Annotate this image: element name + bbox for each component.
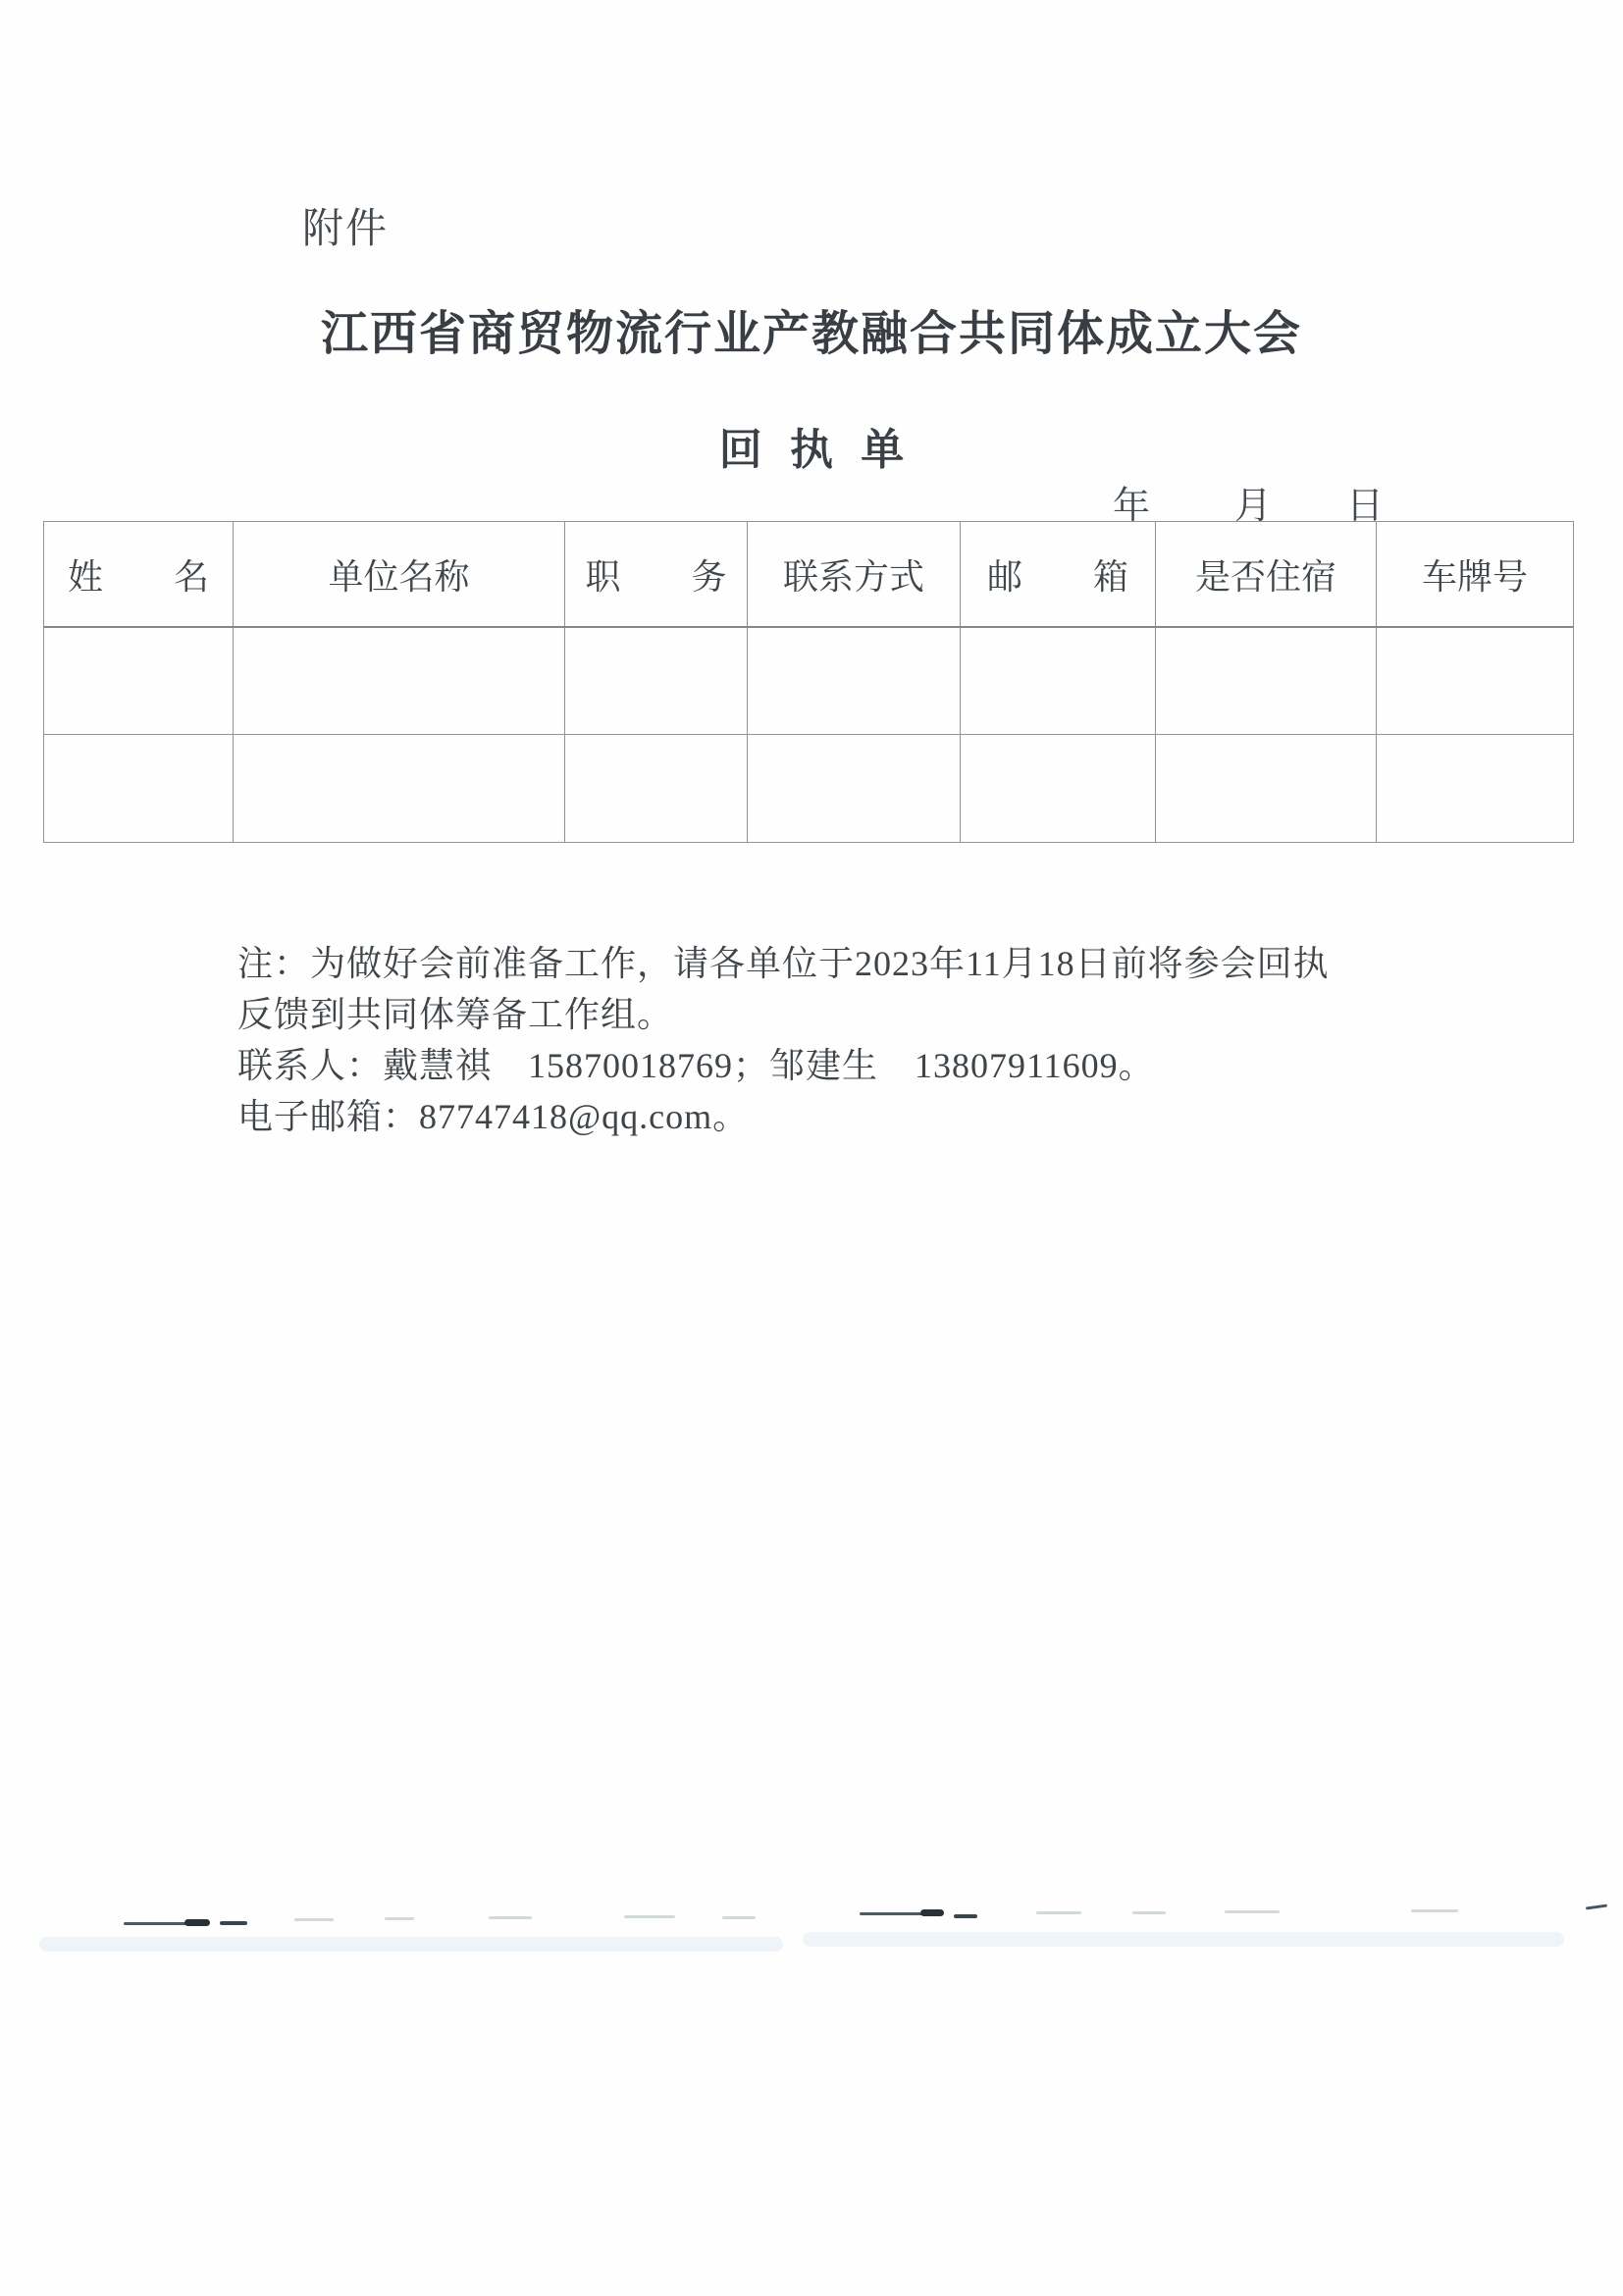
note-line-1: 注：为做好会前准备工作，请各单位于2023年11月18日前将参会回执: [237, 944, 1330, 983]
document-subtitle: 回 执 单: [718, 426, 905, 474]
scan-dash-artifact: [489, 1916, 532, 1919]
note-line-3: 联系人：戴慧祺 15870018769；邹建生 13807911609。: [237, 1046, 1155, 1085]
scan-dash-artifact: [1411, 1909, 1458, 1912]
table-cell: [44, 627, 234, 735]
header-name: 姓 名: [44, 522, 234, 628]
table-cell: [748, 627, 961, 735]
header-contact: 联系方式: [748, 522, 961, 628]
header-lodging: 是否住宿: [1156, 522, 1377, 628]
scan-dash-artifact: [920, 1909, 944, 1916]
scan-dash-artifact: [1132, 1911, 1166, 1914]
scan-dash-artifact: [184, 1919, 210, 1926]
note-line-4: 电子邮箱：87747418@qq.com。: [237, 1097, 750, 1136]
document-title: 江西省商贸物流行业产教融合共同体成立大会: [320, 308, 1302, 360]
table-cell: [1156, 735, 1377, 843]
scan-dash-artifact: [1225, 1910, 1280, 1913]
attachment-label: 附件: [302, 205, 390, 251]
scan-smear-artifact: [803, 1932, 1564, 1947]
note-line-2: 反馈到共同体筹备工作组。: [237, 995, 674, 1034]
scan-dash-artifact: [1036, 1911, 1081, 1914]
header-plate-number: 车牌号: [1377, 522, 1574, 628]
table-cell: [961, 627, 1156, 735]
scan-dash-artifact: [860, 1912, 926, 1915]
notes-block: [237, 938, 1415, 1142]
table-cell: [234, 735, 565, 843]
scan-dash-artifact: [124, 1922, 190, 1925]
header-organization: 单位名称: [234, 522, 565, 628]
scan-dash-artifact: [220, 1921, 247, 1925]
scan-dash-artifact: [385, 1917, 414, 1920]
scan-dash-artifact: [294, 1918, 334, 1921]
scan-smear-artifact: [39, 1937, 783, 1952]
table-cell: [1377, 735, 1574, 843]
table-cell: [565, 735, 748, 843]
scan-dash-artifact: [954, 1914, 977, 1918]
header-position: 职 务: [565, 522, 748, 628]
reply-slip-table: [43, 521, 1574, 843]
table-header-row: [44, 522, 1574, 628]
date-placeholder-month: 月: [1234, 486, 1273, 527]
table-row: [44, 627, 1574, 735]
table-cell: [234, 627, 565, 735]
table-cell: [961, 735, 1156, 843]
table-cell: [748, 735, 961, 843]
scan-dash-artifact: [1586, 1904, 1607, 1909]
scan-dash-artifact: [722, 1916, 756, 1919]
table-cell: [1156, 627, 1377, 735]
date-placeholder-day: 日: [1346, 486, 1385, 527]
table-row: [44, 735, 1574, 843]
table-cell: [1377, 627, 1574, 735]
table-cell: [44, 735, 234, 843]
table-cell: [565, 627, 748, 735]
date-placeholder-year: 年: [1113, 486, 1151, 527]
scan-dash-artifact: [624, 1915, 675, 1918]
header-email: 邮 箱: [961, 522, 1156, 628]
